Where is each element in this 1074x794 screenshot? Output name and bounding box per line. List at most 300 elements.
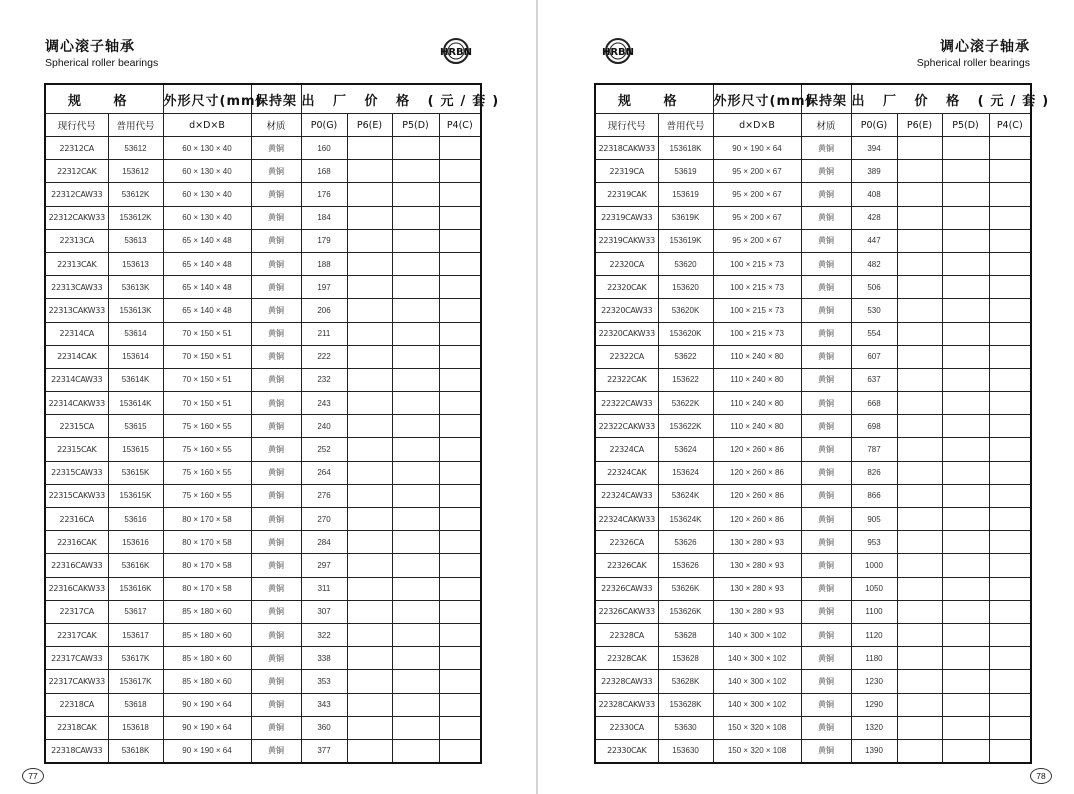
cell-new-code: 22319CAK (595, 183, 658, 206)
cell-price-empty (347, 368, 392, 391)
cell-price-empty (897, 693, 942, 716)
cell-price-empty (347, 577, 392, 600)
cell-new-code: 22328CA (595, 623, 658, 646)
cell-old-code: 153615 (108, 438, 163, 461)
header-dim: d×D×B (713, 114, 801, 137)
cell-price-empty (392, 322, 439, 345)
cell-price-empty (897, 160, 942, 183)
cell-price-empty (897, 345, 942, 368)
cell-price-empty (347, 299, 392, 322)
cell-price-p0: 168 (301, 160, 347, 183)
cell-price-empty (897, 577, 942, 600)
cell-price-p0: 206 (301, 299, 347, 322)
cell-price-empty (942, 739, 989, 763)
cell-dimensions: 120 × 260 × 86 (713, 484, 801, 507)
cell-material: 黄铜 (801, 554, 851, 577)
cell-price-empty (942, 229, 989, 252)
cell-old-code: 153620 (658, 276, 713, 299)
cell-price-p0: 554 (851, 322, 897, 345)
table-row (595, 438, 1031, 461)
cell-material: 黄铜 (251, 229, 301, 252)
cell-price-empty (989, 299, 1031, 322)
cell-price-empty (989, 508, 1031, 531)
table-row (595, 554, 1031, 577)
cell-material: 黄铜 (251, 577, 301, 600)
cell-price-empty (942, 577, 989, 600)
cell-new-code: 22322CAK (595, 368, 658, 391)
cell-old-code: 53624 (658, 438, 713, 461)
cell-new-code: 22316CA (45, 508, 108, 531)
cell-old-code: 153628K (658, 693, 713, 716)
cell-price-empty (439, 299, 481, 322)
cell-price-empty (942, 554, 989, 577)
cell-dimensions: 120 × 260 × 86 (713, 438, 801, 461)
cell-dimensions: 95 × 200 × 67 (713, 229, 801, 252)
cell-dimensions: 75 × 160 × 55 (163, 415, 251, 438)
cell-old-code: 53616 (108, 508, 163, 531)
cell-old-code: 153619K (658, 229, 713, 252)
cell-price-empty (989, 137, 1031, 160)
cell-material: 黄铜 (251, 461, 301, 484)
table-row (45, 461, 481, 484)
cell-price-p0: 197 (301, 276, 347, 299)
table-body (45, 137, 481, 764)
cell-material: 黄铜 (251, 322, 301, 345)
cell-old-code: 53626K (658, 577, 713, 600)
cell-price-empty (897, 716, 942, 739)
cell-price-p0: 307 (301, 600, 347, 623)
cell-material: 黄铜 (251, 160, 301, 183)
table-row (595, 229, 1031, 252)
table-row (45, 137, 481, 160)
cell-material: 黄铜 (801, 252, 851, 275)
cell-price-p0: 311 (301, 577, 347, 600)
cell-dimensions: 110 × 240 × 80 (713, 415, 801, 438)
cell-price-empty (392, 623, 439, 646)
cell-new-code: 22328CAW33 (595, 670, 658, 693)
table-row (595, 484, 1031, 507)
cell-price-empty (897, 531, 942, 554)
cell-dimensions: 110 × 240 × 80 (713, 345, 801, 368)
cell-price-p0: 243 (301, 392, 347, 415)
cell-old-code: 53614 (108, 322, 163, 345)
cell-price-empty (989, 577, 1031, 600)
cell-price-p0: 222 (301, 345, 347, 368)
cell-new-code: 22326CAW33 (595, 577, 658, 600)
header-material: 材质 (251, 114, 301, 137)
cell-old-code: 153624K (658, 508, 713, 531)
cell-material: 黄铜 (251, 739, 301, 763)
cell-price-empty (897, 647, 942, 670)
cell-price-empty (439, 229, 481, 252)
cell-old-code: 53617K (108, 647, 163, 670)
cell-price-empty (989, 368, 1031, 391)
cell-price-p0: 360 (301, 716, 347, 739)
cell-new-code: 22315CAW33 (45, 461, 108, 484)
cell-price-empty (347, 438, 392, 461)
cell-price-empty (942, 276, 989, 299)
cell-price-empty (989, 276, 1031, 299)
cell-material: 黄铜 (251, 137, 301, 160)
table-row (595, 160, 1031, 183)
cell-price-empty (439, 438, 481, 461)
cell-price-p0: 1390 (851, 739, 897, 763)
cell-price-empty (392, 461, 439, 484)
cell-old-code: 53628K (658, 670, 713, 693)
cell-dimensions: 60 × 130 × 40 (163, 137, 251, 160)
cell-price-p0: 1320 (851, 716, 897, 739)
cell-dimensions: 65 × 140 × 48 (163, 229, 251, 252)
cell-old-code: 153612K (108, 206, 163, 229)
cell-new-code: 22314CA (45, 322, 108, 345)
cell-new-code: 22315CA (45, 415, 108, 438)
cell-price-empty (989, 461, 1031, 484)
cell-dimensions: 140 × 300 × 102 (713, 670, 801, 693)
cell-old-code: 53619 (658, 160, 713, 183)
cell-new-code: 22316CAW33 (45, 554, 108, 577)
cell-price-empty (989, 647, 1031, 670)
cell-price-p0: 637 (851, 368, 897, 391)
cell-price-empty (989, 206, 1031, 229)
cell-price-p0: 787 (851, 438, 897, 461)
table-row (595, 392, 1031, 415)
cell-price-empty (439, 693, 481, 716)
cell-dimensions: 90 × 190 × 64 (163, 739, 251, 763)
cell-price-empty (347, 670, 392, 693)
cell-dimensions: 95 × 200 × 67 (713, 183, 801, 206)
cell-price-empty (942, 183, 989, 206)
cell-old-code: 153624 (658, 461, 713, 484)
cell-old-code: 53612 (108, 137, 163, 160)
cell-price-empty (942, 322, 989, 345)
cell-material: 黄铜 (801, 647, 851, 670)
cell-price-empty (897, 554, 942, 577)
cell-price-p0: 607 (851, 345, 897, 368)
table-row (595, 345, 1031, 368)
cell-new-code: 22326CA (595, 531, 658, 554)
cell-old-code: 153618K (658, 137, 713, 160)
cell-price-empty (439, 508, 481, 531)
cell-dimensions: 80 × 170 × 58 (163, 577, 251, 600)
cell-new-code: 22312CA (45, 137, 108, 160)
cell-price-empty (897, 623, 942, 646)
cell-old-code: 53620 (658, 252, 713, 275)
table-row (45, 229, 481, 252)
cell-price-empty (347, 647, 392, 670)
cell-material: 黄铜 (251, 438, 301, 461)
cell-new-code: 22315CAK (45, 438, 108, 461)
cell-new-code: 22324CAKW33 (595, 508, 658, 531)
cell-new-code: 22330CAK (595, 739, 658, 763)
cell-price-p0: 905 (851, 508, 897, 531)
cell-price-empty (897, 461, 942, 484)
cell-new-code: 22320CA (595, 252, 658, 275)
cell-price-empty (897, 137, 942, 160)
cell-dimensions: 130 × 280 × 93 (713, 531, 801, 554)
cell-price-p0: 1230 (851, 670, 897, 693)
cell-price-empty (439, 739, 481, 763)
cell-price-empty (942, 600, 989, 623)
cell-price-empty (392, 554, 439, 577)
header-p0: P0(G) (301, 114, 347, 137)
cell-new-code: 22319CAKW33 (595, 229, 658, 252)
cell-price-empty (347, 739, 392, 763)
cell-price-p0: 179 (301, 229, 347, 252)
cell-old-code: 53613K (108, 276, 163, 299)
cell-dimensions: 70 × 150 × 51 (163, 392, 251, 415)
table-row (595, 137, 1031, 160)
cell-price-empty (989, 345, 1031, 368)
cell-dimensions: 70 × 150 × 51 (163, 322, 251, 345)
cell-price-p0: 482 (851, 252, 897, 275)
cell-new-code: 22326CAKW33 (595, 600, 658, 623)
cell-dimensions: 95 × 200 × 67 (713, 160, 801, 183)
cell-material: 黄铜 (801, 160, 851, 183)
table-row (595, 647, 1031, 670)
table-row (45, 577, 481, 600)
cell-new-code: 22324CAK (595, 461, 658, 484)
cell-price-empty (347, 461, 392, 484)
price-table (594, 83, 1056, 764)
cell-price-empty (942, 623, 989, 646)
cell-material: 黄铜 (801, 368, 851, 391)
header-dim: d×D×B (163, 114, 251, 137)
cell-price-empty (989, 438, 1031, 461)
cell-material: 黄铜 (801, 623, 851, 646)
cell-old-code: 153617 (108, 623, 163, 646)
cell-old-code: 153613 (108, 252, 163, 275)
cell-price-empty (989, 739, 1031, 763)
svg-text:HRBN: HRBN (601, 47, 635, 58)
table-row (595, 716, 1031, 739)
table-row (595, 508, 1031, 531)
cell-price-empty (392, 531, 439, 554)
cell-price-p0: 343 (301, 693, 347, 716)
cell-dimensions: 150 × 320 × 108 (713, 739, 801, 763)
cell-price-empty (347, 206, 392, 229)
page-title-en: Spherical roller bearings (45, 57, 159, 69)
table-row (595, 415, 1031, 438)
cell-old-code: 53618 (108, 693, 163, 716)
cell-price-empty (897, 229, 942, 252)
cell-material: 黄铜 (251, 508, 301, 531)
cell-price-empty (897, 276, 942, 299)
cell-price-empty (347, 252, 392, 275)
cell-price-empty (347, 623, 392, 646)
cell-material: 黄铜 (801, 693, 851, 716)
table-row (595, 623, 1031, 646)
cell-old-code: 53616K (108, 554, 163, 577)
cell-new-code: 22320CAKW33 (595, 322, 658, 345)
cell-dimensions: 65 × 140 × 48 (163, 252, 251, 275)
cell-old-code: 153622 (658, 368, 713, 391)
cell-price-p0: 176 (301, 183, 347, 206)
cell-price-empty (347, 508, 392, 531)
cell-old-code: 153622K (658, 415, 713, 438)
cell-price-empty (347, 229, 392, 252)
header-p5: P5(D) (392, 114, 439, 137)
cell-price-empty (439, 206, 481, 229)
cell-old-code: 153614K (108, 392, 163, 415)
cell-price-empty (942, 368, 989, 391)
cell-dimensions: 100 × 215 × 73 (713, 252, 801, 275)
cell-dimensions: 110 × 240 × 80 (713, 368, 801, 391)
header-old-code: 普用代号 (658, 114, 713, 137)
cell-price-empty (347, 554, 392, 577)
cell-price-empty (989, 531, 1031, 554)
cell-price-p0: 389 (851, 160, 897, 183)
cell-price-p0: 353 (301, 670, 347, 693)
cell-dimensions: 150 × 320 × 108 (713, 716, 801, 739)
table-row (45, 484, 481, 507)
table-row (595, 299, 1031, 322)
cell-price-empty (897, 600, 942, 623)
cell-price-p0: 211 (301, 322, 347, 345)
cell-price-empty (897, 183, 942, 206)
cell-price-empty (942, 693, 989, 716)
cell-dimensions: 130 × 280 × 93 (713, 600, 801, 623)
table-row (595, 739, 1031, 763)
cell-material: 黄铜 (251, 623, 301, 646)
cell-old-code: 153626K (658, 600, 713, 623)
hrbn-logo-icon (594, 36, 642, 66)
cell-new-code: 22320CAW33 (595, 299, 658, 322)
cell-price-empty (392, 137, 439, 160)
cell-dimensions: 70 × 150 × 51 (163, 368, 251, 391)
cell-material: 黄铜 (801, 183, 851, 206)
table-row (45, 438, 481, 461)
cell-price-empty (392, 670, 439, 693)
cell-dimensions: 140 × 300 × 102 (713, 647, 801, 670)
cell-price-empty (439, 647, 481, 670)
table-row (595, 368, 1031, 391)
cell-material: 黄铜 (801, 716, 851, 739)
cell-price-empty (392, 345, 439, 368)
cell-dimensions: 130 × 280 × 93 (713, 577, 801, 600)
header-spec: 规 格 (45, 84, 163, 114)
cell-price-p0: 232 (301, 368, 347, 391)
cell-price-empty (989, 183, 1031, 206)
cell-new-code: 22316CAKW33 (45, 577, 108, 600)
cell-new-code: 22319CAW33 (595, 206, 658, 229)
cell-price-p0: 530 (851, 299, 897, 322)
cell-old-code: 53628 (658, 623, 713, 646)
cell-price-empty (897, 415, 942, 438)
header-cage: 保持架 (251, 84, 301, 114)
cell-material: 黄铜 (251, 368, 301, 391)
cell-price-empty (942, 137, 989, 160)
cell-old-code: 53617 (108, 600, 163, 623)
cell-price-empty (347, 693, 392, 716)
cell-price-empty (392, 600, 439, 623)
cell-price-empty (347, 345, 392, 368)
cell-price-empty (392, 647, 439, 670)
header-material: 材质 (801, 114, 851, 137)
cell-price-empty (897, 438, 942, 461)
cell-dimensions: 60 × 130 × 40 (163, 160, 251, 183)
cell-dimensions: 80 × 170 × 58 (163, 508, 251, 531)
cell-new-code: 22314CAK (45, 345, 108, 368)
cell-price-empty (392, 276, 439, 299)
cell-new-code: 22324CA (595, 438, 658, 461)
header-p6: P6(E) (347, 114, 392, 137)
cell-price-empty (439, 345, 481, 368)
cell-material: 黄铜 (801, 206, 851, 229)
table-row (45, 623, 481, 646)
cell-price-empty (942, 160, 989, 183)
page-title-en: Spherical roller bearings (916, 57, 1030, 69)
table-row (45, 392, 481, 415)
cell-price-empty (347, 716, 392, 739)
table-row (45, 693, 481, 716)
cell-old-code: 153616 (108, 531, 163, 554)
cell-material: 黄铜 (251, 647, 301, 670)
cell-dimensions: 75 × 160 × 55 (163, 484, 251, 507)
cell-old-code: 53613 (108, 229, 163, 252)
cell-price-empty (439, 252, 481, 275)
table-row (45, 345, 481, 368)
cell-material: 黄铜 (801, 461, 851, 484)
page-title-cn: 调心滚子轴承 (45, 39, 135, 55)
cell-price-empty (989, 322, 1031, 345)
cell-dimensions: 140 × 300 × 102 (713, 623, 801, 646)
cell-price-empty (989, 160, 1031, 183)
cell-material: 黄铜 (801, 600, 851, 623)
cell-price-empty (347, 137, 392, 160)
cell-new-code: 22322CAW33 (595, 392, 658, 415)
cell-price-p0: 252 (301, 438, 347, 461)
cell-price-p0: 953 (851, 531, 897, 554)
cell-material: 黄铜 (251, 252, 301, 275)
cell-price-empty (989, 623, 1031, 646)
cell-price-p0: 270 (301, 508, 347, 531)
cell-material: 黄铜 (801, 322, 851, 345)
cell-material: 黄铜 (251, 531, 301, 554)
table-row (595, 252, 1031, 275)
cell-price-p0: 184 (301, 206, 347, 229)
table-row (595, 206, 1031, 229)
cell-new-code: 22318CAK (45, 716, 108, 739)
cell-price-empty (942, 670, 989, 693)
cell-dimensions: 100 × 215 × 73 (713, 322, 801, 345)
cell-price-empty (989, 484, 1031, 507)
cell-old-code: 53630 (658, 716, 713, 739)
cell-price-empty (897, 670, 942, 693)
cell-dimensions: 85 × 180 × 60 (163, 600, 251, 623)
table-row (45, 739, 481, 763)
cell-price-empty (942, 299, 989, 322)
cell-price-empty (439, 600, 481, 623)
cell-old-code: 153628 (658, 647, 713, 670)
cell-dimensions: 85 × 180 × 60 (163, 647, 251, 670)
cell-price-empty (392, 484, 439, 507)
cell-material: 黄铜 (251, 600, 301, 623)
cell-dimensions: 65 × 140 × 48 (163, 276, 251, 299)
table-row (45, 160, 481, 183)
cell-price-empty (897, 739, 942, 763)
cell-price-p0: 866 (851, 484, 897, 507)
cell-price-empty (897, 368, 942, 391)
cell-price-empty (439, 392, 481, 415)
cell-price-p0: 160 (301, 137, 347, 160)
cell-price-p0: 826 (851, 461, 897, 484)
cell-price-empty (439, 554, 481, 577)
cell-material: 黄铜 (251, 693, 301, 716)
header-p4: P4(C) (439, 114, 481, 137)
cell-old-code: 153614 (108, 345, 163, 368)
cell-old-code: 153630 (658, 739, 713, 763)
cell-price-empty (439, 484, 481, 507)
